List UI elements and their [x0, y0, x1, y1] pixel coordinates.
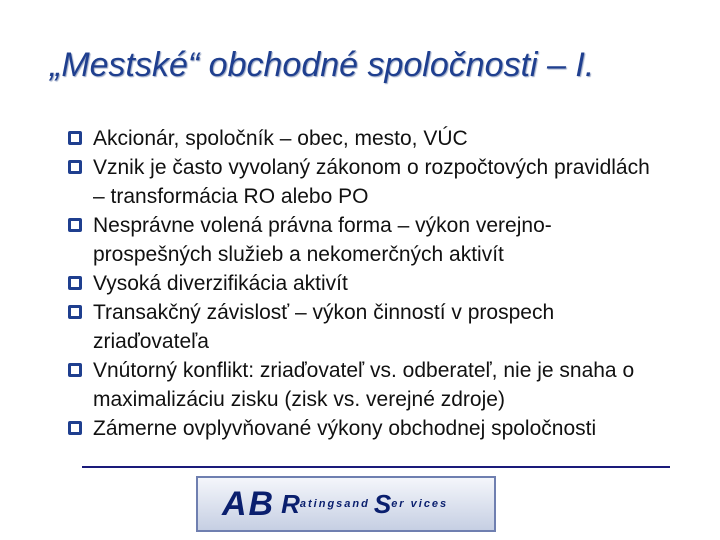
footer-divider [82, 466, 670, 468]
checkbox-bullet-icon [68, 363, 82, 377]
bullet-text: Vysoká diverzifikácia aktivít [93, 272, 348, 295]
slide-title: „Mestské“ obchodné spoločnosti – I. [50, 46, 595, 84]
logo-ab: AB [222, 484, 276, 523]
checkbox-bullet-icon [68, 305, 82, 319]
checkbox-bullet-icon [68, 421, 82, 435]
bullet-text: Akcionár, spoločník – obec, mesto, VÚC [93, 127, 468, 150]
bullet-text: Vnútorný konflikt: zriaďovateľ vs. odberateľ, nie je snaha o maximalizáciu zisku (zisk vs. verejné zdroje) [93, 359, 635, 411]
logo-r: R [281, 488, 300, 519]
checkbox-bullet-icon [68, 276, 82, 290]
logo-ervices: er vices [391, 498, 449, 510]
ab-ratings-logo [196, 476, 496, 532]
bullet-text: Transakčný závislosť – výkon činností v prospech zriaďovateľa [93, 301, 555, 353]
logo-atings: atingsand [299, 498, 370, 510]
bullet-text: Vznik je často vyvolaný zákonom o rozpočtových pravidlách – transformácia RO alebo PO [93, 156, 650, 208]
bullet-text: Nesprávne volená právna forma – výkon verejno-prospešných služieb a nekomerčných aktivít [93, 214, 552, 266]
bullet-text: Zámerne ovplyvňované výkony obchodnej spoločnosti [93, 417, 597, 440]
checkbox-bullet-icon [68, 131, 82, 145]
logo-s: S [373, 488, 392, 519]
checkbox-bullet-icon [68, 218, 82, 232]
checkbox-bullet-icon [68, 160, 82, 174]
